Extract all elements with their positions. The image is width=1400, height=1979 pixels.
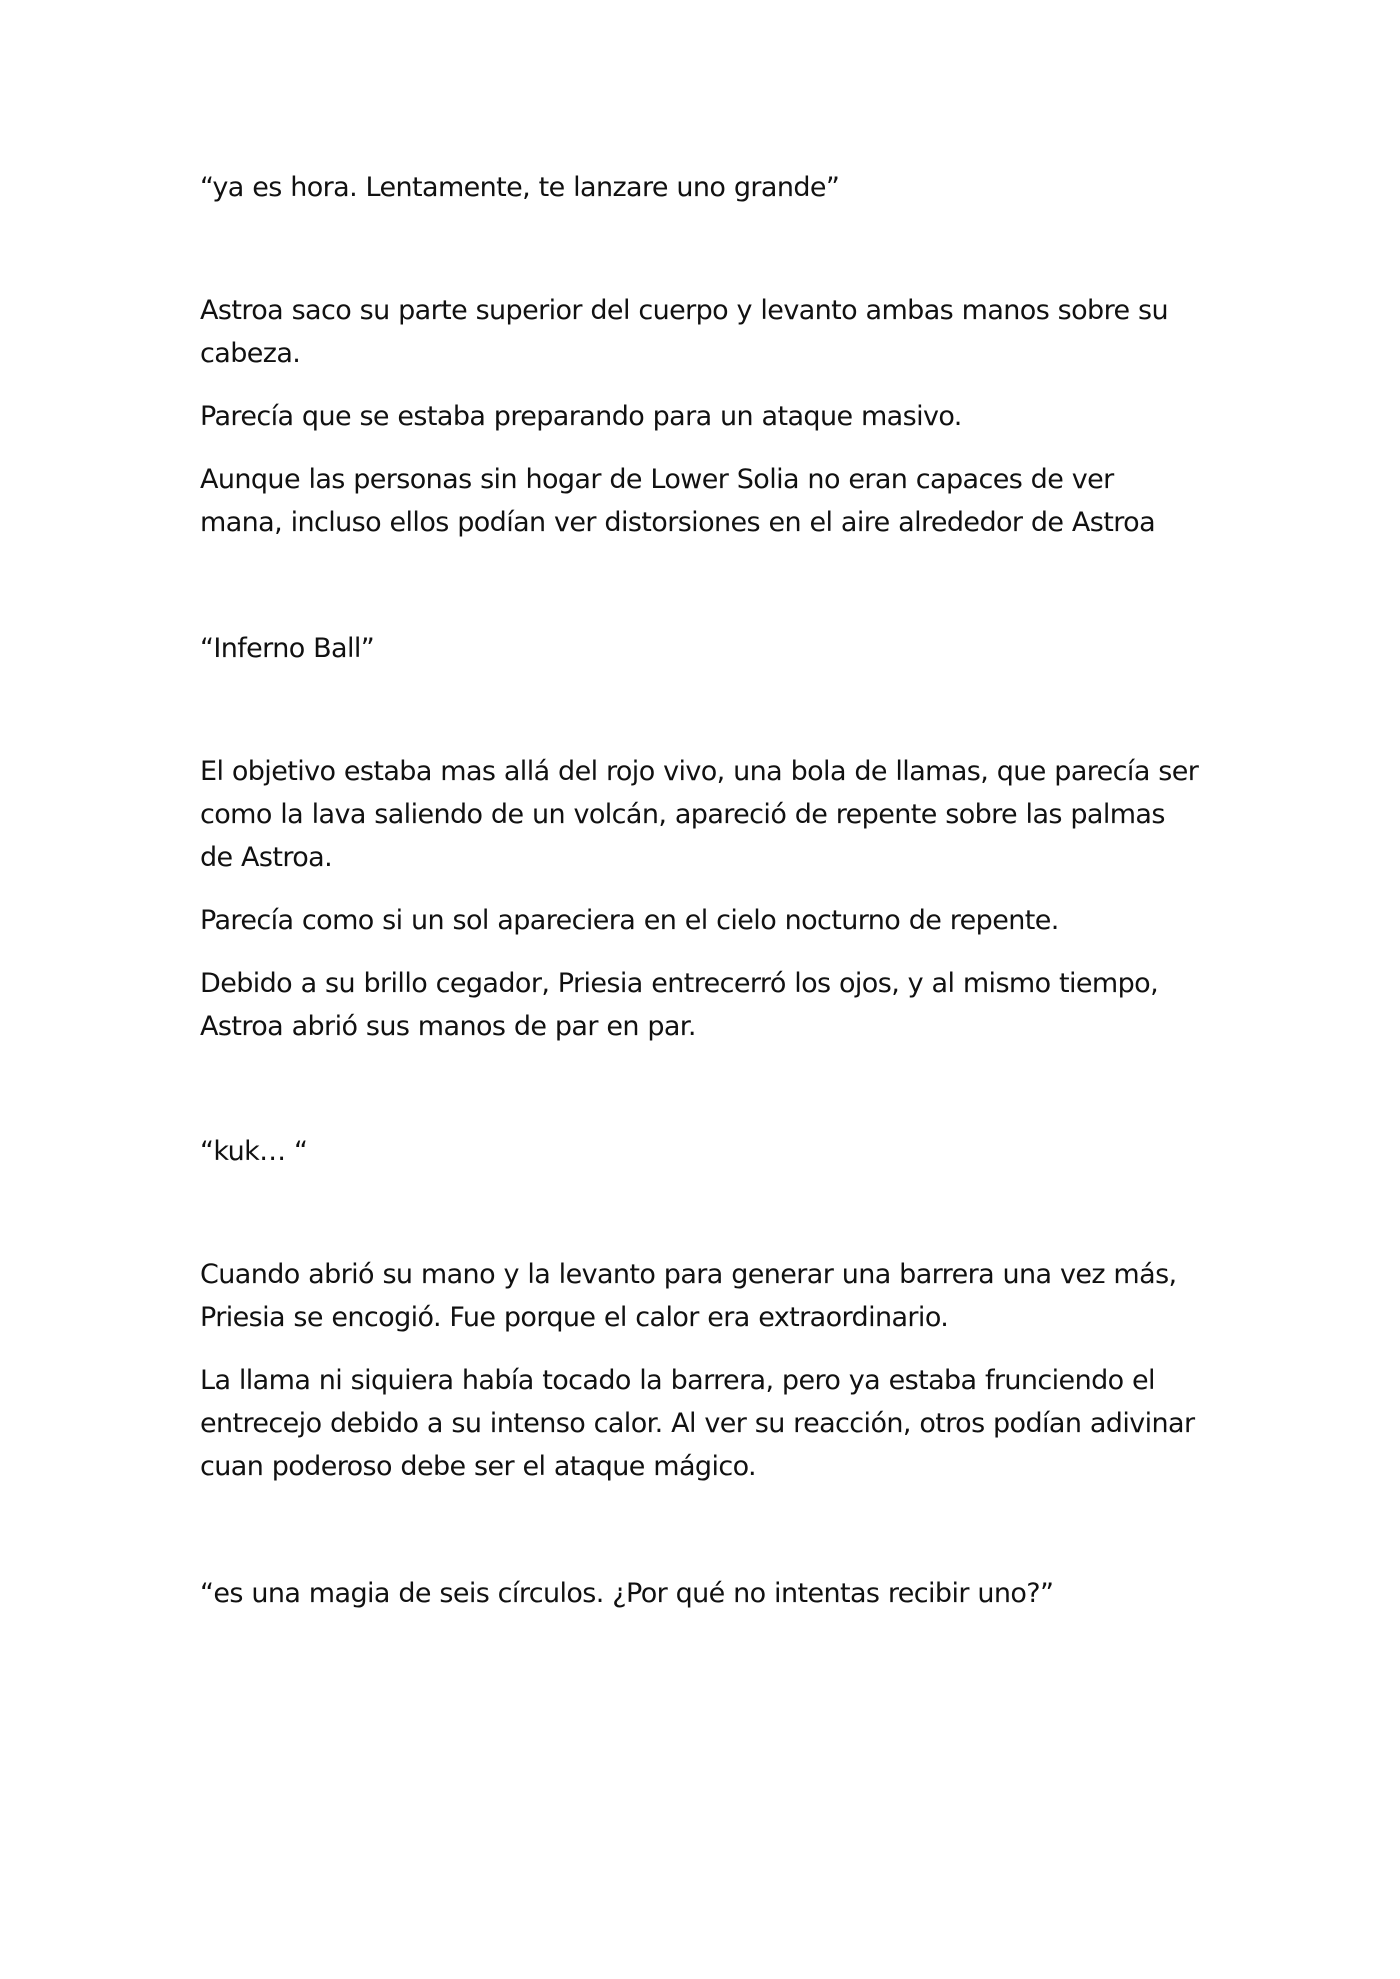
dialogue-paragraph: “ya es hora. Lentamente, te lanzare uno grande” [200, 172, 840, 203]
narrative-paragraph: Parecía que se estaba preparando para un ataque masivo. [200, 401, 962, 432]
narrative-paragraph: Aunque las personas sin hogar de Lower Solia no eran capaces de ver mana, incluso ellos podían ver distorsiones en el aire alrededor de Astroa [200, 464, 1156, 538]
narrative-paragraph: La llama ni siquiera había tocado la barrera, pero ya estaba frunciendo el entrecejo debido a su intenso calor. Al ver su reacción, otros podían adivinar cuan poderoso debe ser el ataque mágico. [200, 1365, 1195, 1482]
narrative-paragraph: Astroa saco su parte superior del cuerpo y levanto ambas manos sobre su cabeza. [200, 295, 1168, 369]
narrative-paragraph: Parecía como si un sol apareciera en el cielo nocturno de repente. [200, 905, 1059, 936]
dialogue-paragraph: “es una magia de seis círculos. ¿Por qué no intentas recibir uno?” [200, 1578, 1054, 1609]
narrative-paragraph: Cuando abrió su mano y la levanto para generar una barrera una vez más, Priesia se encogió. Fue porque el calor era extraordinario. [200, 1259, 1177, 1333]
narrative-paragraph: Debido a su brillo cegador, Priesia entrecerró los ojos, y al mismo tiempo, Astroa abrió sus manos de par en par. [200, 968, 1159, 1042]
dialogue-paragraph: “Inferno Ball” [200, 633, 375, 664]
dialogue-paragraph: “kuk… “ [200, 1136, 308, 1167]
narrative-paragraph: El objetivo estaba mas allá del rojo vivo, una bola de llamas, que parecía ser como la lava saliendo de un volcán, apareció de repente sobre las palmas de Astroa. [200, 756, 1199, 873]
